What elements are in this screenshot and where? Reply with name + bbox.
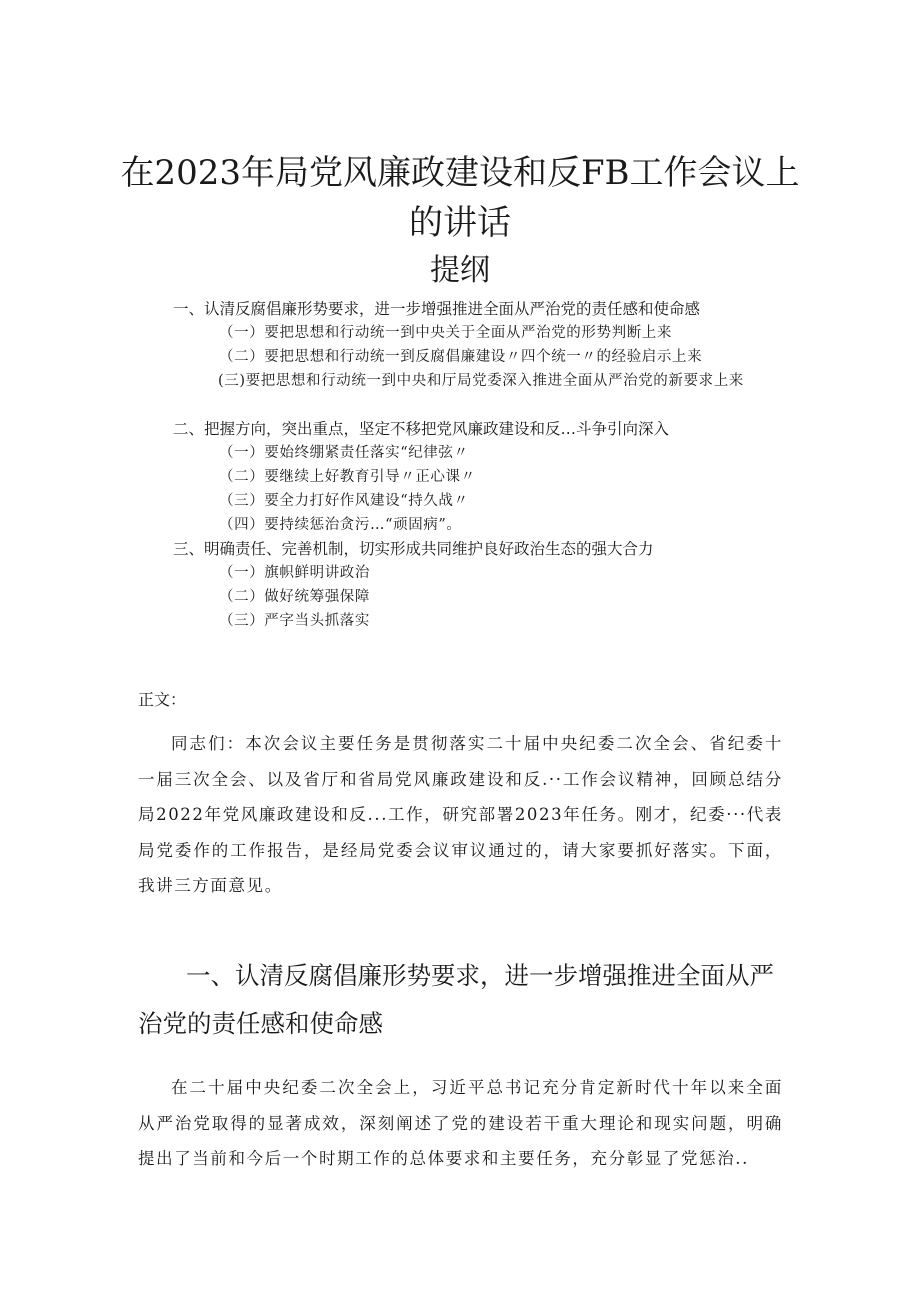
document-title-line2: 的讲话 <box>409 203 511 243</box>
document-title-line1: 在2023年局党风廉政建设和反FB工作会议上 <box>120 153 800 193</box>
section-heading-1-line2: 治党的责任感和使命感 <box>138 1009 383 1038</box>
outline-section-1: 一、认清反腐倡廉形势要求，进一步增强推进全面从严治党的责任感和使命感 <box>173 300 701 318</box>
outline-item: (三)要把思想和行动统一到中央和厅局党委深入推进全面从严治党的新要求上来 <box>218 373 744 389</box>
outline-heading: 提纲 <box>430 253 490 288</box>
section-heading-1 <box>138 952 788 1048</box>
paragraph-intro: 同志们：本次会议主要任务是贯彻落实二十届中央纪委二次全会、省纪委十一届三次全会、以及省厅和省局党风廉政建设和反.··工作会议精神，回顾总结分局2022年党风廉政建设和反...工作，研究部署2023年任务。刚才，纪委···代表局党委作的工作报告，是经局党委会议审议通过的，请大家要抓好落实。下面，我讲三方面意见。 <box>138 734 783 895</box>
outline-item: （三）要全力打好作风建设“持久战〃 <box>219 493 469 509</box>
paragraph-section-1: 在二十届中央纪委二次全会上，习近平总书记充分肯定新时代十年以来全面从严治党取得的显著成效，深刻阐述了党的建设若干重大理论和现实问题，明确提出了当前和今后一个时期工作的总体要求和主要任务，充分彰显了党惩治.. <box>138 1078 783 1168</box>
outline-section-3: 三、明确责任、完善机制，切实形成共同维护良好政治生态的强大合力 <box>173 540 654 558</box>
body-label: 正文： <box>138 690 187 709</box>
outline-item: （三）严字当头抓落实 <box>219 613 370 629</box>
outline-item: （一）旗帜鲜明讲政治 <box>219 565 370 581</box>
outline-item: （一）要把思想和行动统一到中央关于全面从严治党的形势判断上来 <box>219 325 672 341</box>
outline-item: （四）要持续惩治贪污…“顽固病”。 <box>219 517 462 533</box>
outline-section-2: 二、把握方向，突出重点，坚定不移把党风廉政建设和反…斗争引向深入 <box>173 420 670 438</box>
outline-item: （二）要继续上好教育引导〃正心课〃 <box>219 469 476 485</box>
section-heading-1-line1: 一、认清反腐倡廉形势要求，进一步增强推进全面从严 <box>186 961 774 990</box>
outline-item: （一）要始终绷紧责任落实“纪律弦〃 <box>219 445 469 461</box>
outline-item: （二）做好统筹强保障 <box>219 589 370 605</box>
outline-item: （二）要把思想和行动统一到反腐倡廉建设〃四个统一〃的经验启示上来 <box>219 349 703 365</box>
